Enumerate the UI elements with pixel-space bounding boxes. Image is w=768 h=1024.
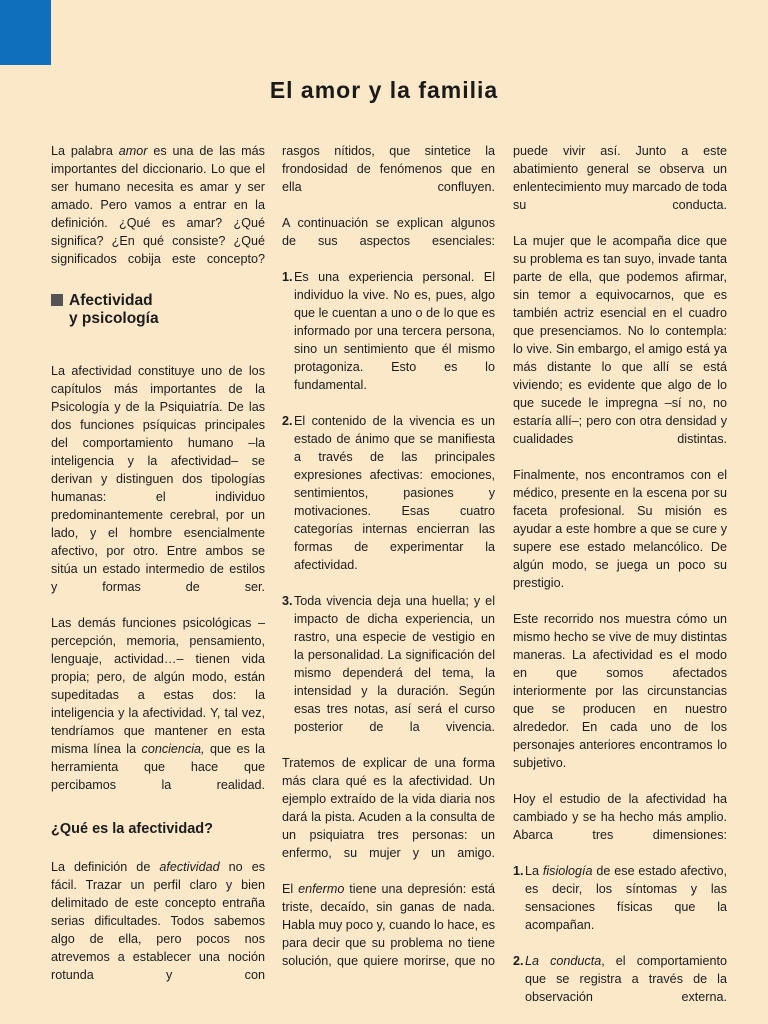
enfermo-paragraph: El enfermo tiene una depresión: está triste, decaído, sin ganas de nada. Habla muy poco y, cuando lo hace, es para decir que su problema no tiene solución, que quiere morirse, que no	[282, 882, 496, 968]
list-item: 1. La fisiología de ese estado afectivo, es decir, los síntomas y las sensaciones físicas que la acompañan.	[513, 864, 727, 932]
definicion-paragraph: La definición de afectividad no es fácil. Trazar un perfil claro y bien delimitado de este concepto entraña serias dificultades. Todos sabemos algo de ella, pero pocos nos atrevemos a establecer una noción rotunda y con	[51, 860, 265, 982]
intro-paragraph: La palabra amor es una de las más importantes del diccionario. Lo que el ser humano necesita es amar y ser amado. Pero vamos a entrar en la definición. ¿Qué es amar? ¿Qué significa? ¿En qué consiste? ¿Qué significados cobija este concepto?	[51, 144, 265, 266]
corner-accent-block	[0, 0, 51, 65]
dimensiones-paragraph: Hoy el estudio de la afectividad ha cambiado y se ha hecho más amplio. Abarca tres dimensiones:	[513, 792, 727, 842]
column-1	[51, 142, 265, 1002]
medico-paragraph: Finalmente, nos encontramos con el médico, presente en la escena por su faceta profesional. Su misión es ayudar a este hombre a que se cure y supere ese estado melancólico. De algún modo, se juega un poco su prestigio.	[513, 468, 727, 590]
continuacion-paragraph: A continuación se explican algunos de sus aspectos esenciales:	[282, 216, 495, 248]
list-item: 2. El contenido de la vivencia es un estado de ánimo que se manifiesta a través de las principales expresiones afectivas: emociones, sentimientos, pasiones y motivaciones. Esas cuatro categorías internas encierran las formas de experimentar la afectividad.	[282, 414, 495, 572]
square-bullet-icon	[51, 294, 63, 306]
abatimiento-paragraph: puede vivir así. Junto a este abatimiento general se observa un enlentecimiento muy marcado de toda su conducta.	[513, 144, 727, 212]
list-item: 3. Toda vivencia deja una huella; y el impacto de dicha experiencia, un rastro, una especie de vestigio en la personalidad. La significación del mismo dependerá del tema, la intensidad y la duración. Según esas tres notas, así será el curso posterior de la vivencia.	[282, 594, 495, 734]
list-item: 1. Es una experiencia personal. El individuo la vive. No es, pues, algo que le cuentan a uno o de lo que es informado por una tercera persona, sino un sentimiento que él mismo protagoniza. Esto es lo fundamental.	[282, 270, 495, 392]
mujer-paragraph: La mujer que le acompaña dice que su problema es tan suyo, invade tanta parte de ella, que podemos afirmar, sin temor a equivocarnos, que es también actriz esencial en el cuadro que presenciamos. No lo contempla: lo vive. Sin embargo, el amigo está ya más distante lo que allí se está viviendo; es evidente que algo de lo que sucede le impregna –sí no, no estaría allí–; pero con otra densidad y cualidades distintas.	[513, 234, 727, 446]
page-title: El amor y la familia	[269, 77, 499, 103]
funciones-paragraph: Las demás funciones psicológicas –percepción, memoria, pensamiento, lenguaje, actividad…– tienen vida propia; pero, de algún modo, están supeditadas a estas dos: la inteligencia y la afectividad. Y, tal vez, tendríamos que mantener en esta misma línea la conciencia, que es la herramienta que hace que percibamos la realidad.	[51, 616, 265, 792]
afectividad-paragraph: La afectividad constituye uno de los capítulos más importantes de la Psicología y de la Psiquiatría. De las dos funciones psíquicas principales del comportamiento humano –la inteligencia y la afectividad– se derivan y distinguen dos tipologías humanas: el individuo predominantemente cerebral, por un lado, y el hombre esencialmente afectivo, por otro. Entre ambos se sitúa un estado intermedio de estilos y formas de ser.	[51, 364, 265, 594]
rasgos-paragraph: rasgos nítidos, que sintetice la frondosidad de fenómenos que en ella confluyen.	[282, 144, 495, 194]
list-item: 2. La conducta, el comportamiento que se registra a través de la observación externa.	[513, 954, 727, 1004]
recorrido-paragraph: Este recorrido nos muestra cómo un mismo hecho se vive de muy distintas maneras. La afectividad es el modo en que somos afectados interiormente por las circunstancias que se producen en nuestro alrededor. En cada uno de los personajes anteriores encontramos lo subjetivo.	[513, 612, 727, 770]
section-heading-que-es: ¿Qué es la afectividad?	[51, 821, 213, 837]
column-3	[513, 142, 727, 1024]
column-2	[282, 142, 495, 988]
section-heading-afectividad: Afectividad y psicología	[51, 292, 265, 328]
tratemos-paragraph: Tratemos de explicar de una forma más clara qué es la afectividad. Un ejemplo extraído de la vida diaria nos dará la pista. Acuden a la consulta de un psiquiatra tres personas: un enfermo, su mujer y un amigo.	[282, 756, 495, 860]
